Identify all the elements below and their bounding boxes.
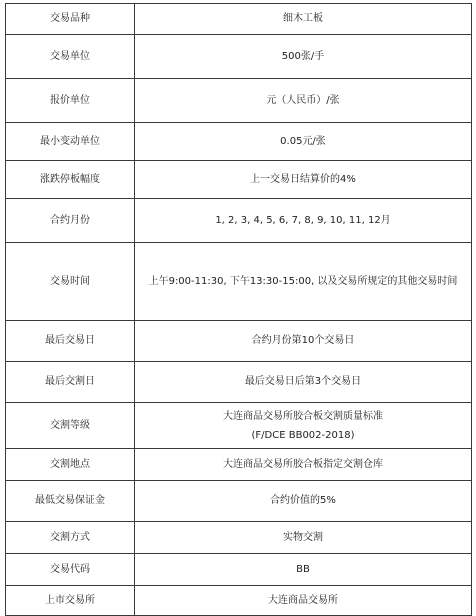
table-row (6, 35, 472, 79)
row-value: 大连商品交易所 (135, 586, 472, 616)
row-label: 涨跌停板幅度 (6, 161, 135, 199)
row-value: 1, 2, 3, 4, 5, 6, 7, 8, 9, 10, 11, 12月 (135, 199, 472, 243)
row-label: 最后交易日 (6, 321, 135, 362)
row-label: 最后交割日 (6, 362, 135, 403)
row-label: 交割方式 (6, 522, 135, 554)
row-value: 上一交易日结算价的4% (135, 161, 472, 199)
row-label: 交易品种 (6, 4, 135, 35)
table-row (6, 586, 472, 616)
row-value: 元（人民币）/张 (135, 79, 472, 123)
row-label: 合约月份 (6, 199, 135, 243)
row-value (135, 403, 472, 449)
table-row (6, 522, 472, 554)
table-row (6, 4, 472, 35)
row-label: 交易时间 (6, 243, 135, 321)
row-value: 实物交割 (135, 522, 472, 554)
row-value: 最后交易日后第3个交易日 (135, 362, 472, 403)
table-row (6, 403, 472, 449)
table-row (6, 321, 472, 362)
table-row (6, 362, 472, 403)
row-value: 大连商品交易所胶合板指定交割仓库 (135, 449, 472, 481)
table-row (6, 123, 472, 161)
table-row (6, 481, 472, 522)
row-label: 交易单位 (6, 35, 135, 79)
row-value: 细木工板 (135, 4, 472, 35)
table-row (6, 161, 472, 199)
contract-spec-table (5, 3, 472, 616)
row-label: 交割地点 (6, 449, 135, 481)
table-row (6, 79, 472, 123)
table-row (6, 199, 472, 243)
row-label: 最小变动单位 (6, 123, 135, 161)
row-value: 合约价值的5% (135, 481, 472, 522)
row-label: 上市交易所 (6, 586, 135, 616)
row-value: 500张/手 (135, 35, 472, 79)
table-row (6, 554, 472, 586)
row-label: 交割等级 (6, 403, 135, 449)
row-value: 0.05元/张 (135, 123, 472, 161)
row-value-line: (F/DCE BB002-2018) (251, 429, 355, 441)
table-row (6, 449, 472, 481)
row-value: 上午9:00-11:30, 下午13:30-15:00, 以及交易所规定的其他交易时间 (135, 243, 472, 321)
row-value: BB (135, 554, 472, 586)
row-label: 最低交易保证金 (6, 481, 135, 522)
row-label: 报价单位 (6, 79, 135, 123)
row-value-line: 大连商品交易所胶合板交割质量标准 (223, 410, 383, 422)
table-row (6, 243, 472, 321)
row-label: 交易代码 (6, 554, 135, 586)
row-value: 合约月份第10个交易日 (135, 321, 472, 362)
